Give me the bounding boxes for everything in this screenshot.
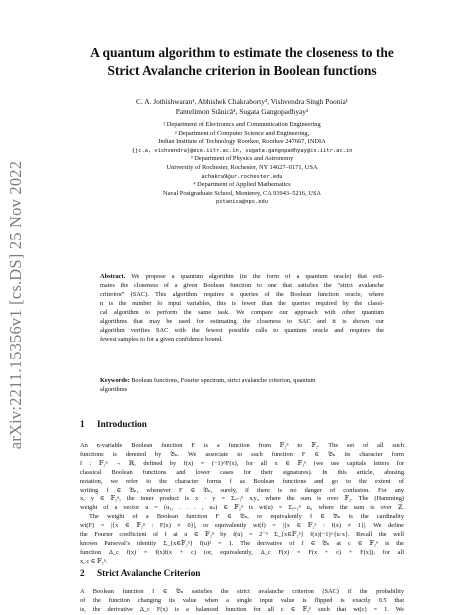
- affiliation-line: ⁴ Department of Applied Mathematics: [193, 181, 291, 189]
- body-line: f : 𝔽₂ⁿ → ℝ, defined by f(x) = (−1)^F(x), for all x ∈ 𝔽₂ⁿ (we use capitals letters for: [80, 459, 404, 467]
- keywords-label: Keywords:: [100, 377, 130, 384]
- body-line: A Boolean function f ∈ 𝔅ₙ satisfies the strict avalanche criterion (SAC) if the probability: [80, 588, 404, 595]
- author-email: {jc.a, vishvendra}@ece.iitr.ac.in, sugata.gangopadhyay@cs.iitr.ac.in: [131, 147, 353, 154]
- abstract-label: Abstract.: [100, 273, 126, 280]
- keywords-line: algorithms: [100, 385, 128, 393]
- keywords-line: [100, 377, 384, 386]
- abstract-line: n is the number fo input variables, this is fewer than the queries required by the classi-: [100, 299, 384, 307]
- affiliation-line: ² Department of Computer Science and Engineering,: [174, 129, 310, 137]
- abstract-line: cal algorithm to perform the same task. We compare our approach with other quantum: [100, 308, 384, 316]
- affiliation-line: Indian Institute of Technology Roorkee, Roorkee 247667, INDIA: [158, 138, 326, 146]
- paper-page: [80, 0, 404, 613]
- body-line: notation, we refer to the character forms f as Boolean functions and go to the extent of: [80, 477, 404, 485]
- arxiv-stamp-text: arXiv:2211.15356v1 [cs.DS] 25 Nov 2022: [6, 160, 25, 450]
- paper-title: [74, 44, 410, 80]
- abstract: [100, 273, 384, 345]
- body-line: is, the derivative Δ_c F(x) is a balanced function for all c ∈ 𝔽₂ⁿ such that wt(c) = 1. We: [80, 605, 404, 613]
- keywords-text: Boolean functions, Fourier spectrum, strict avalanche criterion, quantum: [131, 377, 316, 384]
- abstract-line: algorithm verifies SAC with the fewest possible calls to quantum oracle and requires the: [100, 326, 384, 334]
- abstract-line: criterion” (SAC). This algorithm requires n queries of the Boolean function oracle, where: [100, 290, 384, 298]
- body-line: the Fourier coefficient of f at u ∈ 𝔽₂ⁿ by f̂(u) = 2⁻ⁿ Σ_{x∈𝔽₂ⁿ} f(x)(−1)^{u·x}. Recall the well: [80, 531, 404, 539]
- body-line: The weight of a Boolean function F ∈ 𝔅ₙ, or equivalently f ∈ 𝔅ₙ is the cardinality: [89, 513, 404, 521]
- author-email: pstanica@nps.edu: [216, 199, 268, 206]
- section-number: 1: [80, 419, 85, 429]
- body-line: functions is denoted by 𝔅ₙ. We associate to each function F ∈ 𝔅ₙ its character form: [80, 450, 404, 458]
- section-heading: [80, 419, 147, 429]
- abstract-line: [100, 273, 384, 282]
- section-body: [80, 442, 404, 567]
- body-line: known Parseval’s identity Σ_{x∈𝔽₂ⁿ} f̂(u)² = 1. The derivative of f ∈ 𝔅ₙ at c ∈ 𝔽₂ⁿ is the: [80, 539, 404, 547]
- keywords: [100, 377, 384, 395]
- body-line: function Δ_c f(x) = f(x)f(x + c) (or, equivalently, Δ_c F(x) = F(x + c) + F(x)), for all: [80, 548, 404, 556]
- body-line: x, y ∈ 𝔽₂ⁿ, the inner product is x · y = Σᵢ₌₁ⁿ xᵢyᵢ, where the sum is over 𝔽₂. The (Hamming): [80, 495, 404, 503]
- section-title: Strict Avalanche Criterion: [97, 568, 201, 578]
- affiliation-line: ¹ Department of Electronics and Communication Engineering: [163, 121, 321, 128]
- title-line-2: Strict Avalanche criterion in Boolean functions: [107, 63, 377, 78]
- section-number: 2: [80, 568, 85, 578]
- author-email: achakra9@ur.rochester.edu: [201, 173, 283, 180]
- affiliation-line: Naval Postgraduate School, Monterey, CA 93943–5216, USA: [162, 189, 322, 197]
- abstract-line: algorithms that may be used for estimating the closeness to SAC and it is shown our: [100, 317, 384, 325]
- body-line: An n-variable Boolean function F is a function from 𝔽₂ⁿ to 𝔽₂. The set of all such: [80, 442, 404, 449]
- abstract-text: We propose a quantum algorithm (in the form of a quantum oracle) that esti-: [131, 273, 384, 280]
- body-line: wt(F) = |{x ∈ 𝔽₂ⁿ : F(x) ≠ 0}|, or equivalently wt(f) = |{x ∈ 𝔽₂ⁿ : f(x) ≠ 1}|. We define: [80, 522, 404, 530]
- body-line: classical Boolean functions and lower cases for their signatures). In this article, abusing: [80, 468, 404, 476]
- body-line: weight of a vector u = (u₁, . . . , uₙ) ∈ 𝔽₂ⁿ is wt(u) = Σᵢ₌₁ⁿ uᵢ, where the sum is over ℤ.: [80, 504, 404, 512]
- affiliation-line: ³ Department of Physics and Astronomy: [190, 155, 294, 163]
- affiliation-line: University of Rochester, Rochester, NY 14627–0171, USA: [166, 163, 318, 171]
- abstract-line: mates the closeness of a given Boolean function to one that satisfies the “strict avalanche: [100, 281, 384, 289]
- arxiv-stamp: [2, 140, 30, 470]
- section-body: [80, 588, 404, 615]
- affiliations: [80, 121, 404, 207]
- body-line: of the function changing its value when a single input value is flipped is exactly 0.5 that: [80, 596, 404, 604]
- abstract-line: fewest samples to for a given confidence bound.: [100, 335, 223, 343]
- body-line: writing f ∈ 𝔅ₙ, whenever F ∈ 𝔅ₙ, surely, if there is no danger of confusion. For any: [80, 486, 404, 494]
- body-line: x, c ∈ 𝔽₂ⁿ.: [80, 557, 108, 565]
- authors-line-2: Pantelimon Stănică⁴, Sugata Gangopadhyay²: [175, 106, 309, 116]
- section-heading: [80, 568, 200, 578]
- authors-line-1: C. A. Jothishwaran¹, Abhishek Chakraborty³, Vishvendra Singh Poonia¹: [136, 97, 348, 106]
- title-line-1: A quantum algorithm to estimate the closeness to the: [90, 45, 394, 60]
- section-title: Introduction: [97, 419, 147, 429]
- author-list: [80, 97, 404, 117]
